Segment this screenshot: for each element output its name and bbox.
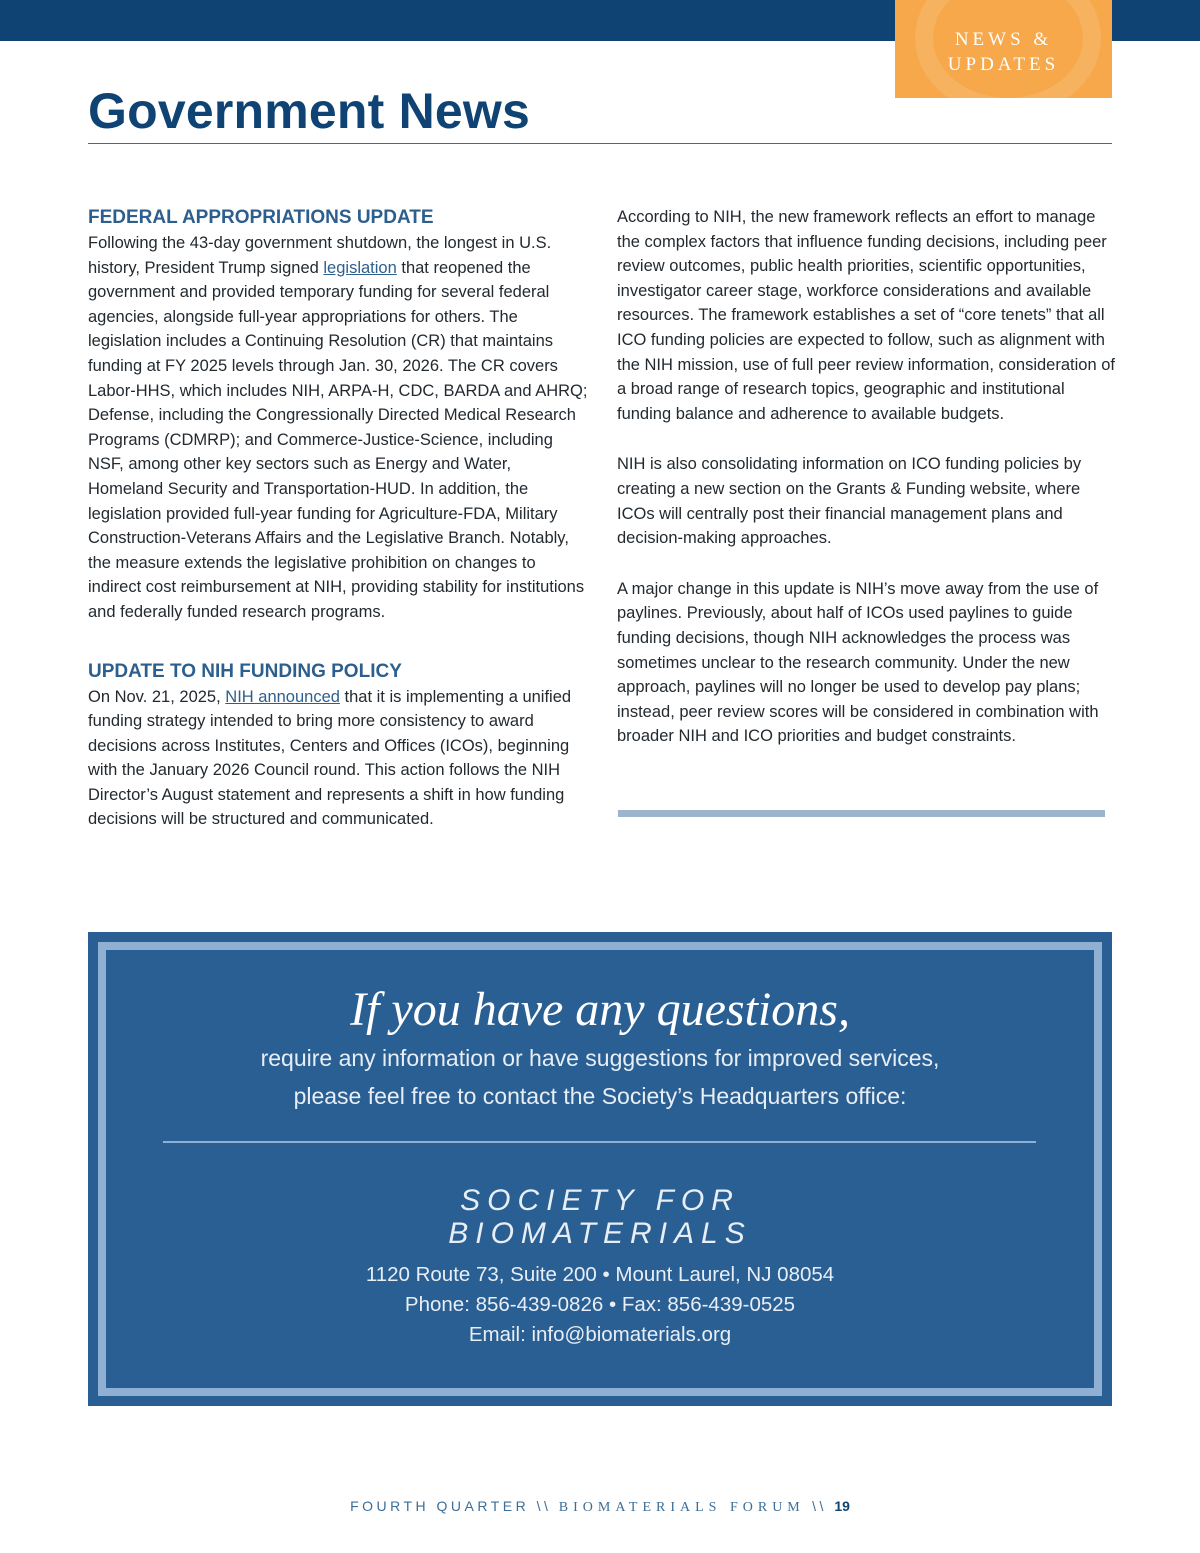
contact-subline-1: require any information or have suggestions for improved services, — [260, 1045, 940, 1071]
org-name-line2: BIOMATERIALS — [448, 1217, 752, 1250]
contact-subline-2: please feel free to contact the Society’s Headquarters office: — [293, 1083, 907, 1109]
footer-quarter: FOURTH QUARTER \\ — [350, 1498, 559, 1514]
right-column — [617, 205, 1117, 749]
framework-paragraph: According to NIH, the new framework reflects an effort to manage the complex factors that influence funding decisions, including peer review outcomes, public health priorities, scientific opportunities, investigator career stage, workforce considerations and available resources. The framework establishes a set of “core tenets” that all ICO funding policies are expected to follow, such as alignment with the NIH mission, use of full peer review information, consideration of a broad range of research topics, geographic and institutional funding balance and adherence to available budgets. — [617, 208, 1115, 423]
contact-divider — [163, 1141, 1036, 1143]
page-footer — [0, 1498, 1200, 1516]
appropriations-heading: FEDERAL APPROPRIATIONS UPDATE — [88, 207, 434, 228]
appropriations-text-start: Following the 43-day government shutdown, the longest in U.S. history, President Trump signed — [88, 234, 552, 277]
contact-email[interactable]: Email: info@biomaterials.org — [468, 1323, 732, 1346]
legislation-link[interactable]: legislation — [323, 258, 397, 277]
contact-phone-fax: Phone: 856-439-0826 • Fax: 856-439-0525 — [404, 1293, 796, 1316]
contact-headline: If you have any questions, — [350, 983, 850, 1036]
appropriations-text-end: that reopened the government and provided temporary funding for several federal agencies, alongside full-year appropriations for others. The legislation includes a Continuing Resolution (CR) that maintains funding at FY 2025 levels through Jan. 30, 2026. The CR covers Labor-HHS, which includes NIH, ARPA-H, CDC, BARDA and AHRQ; Defense, including the Congressionally Directed Medical Research Programs (CDMRP); and Commerce-Justice-Science, including NSF, among other key sectors such as Energy and Water, Homeland Security and Transportation-HUD. In addition, the legislation provided full-year funding for Agriculture-FDA, Military Construction-Veterans Affairs and the Legislative Branch. Notably, the measure extends the legislative prohibition on changes to indirect cost reimbursement at NIH, providing stability for institutions and federally funded research programs. — [88, 258, 588, 621]
paylines-paragraph: A major change in this update is NIH’s move away from the use of paylines. Previously, about half of ICOs used paylines to guide funding decisions, though NIH acknowledges the process was sometimes unclear to the research community. Under the new approach, paylines will no longer be used to develop pay plans; instead, peer review scores will be considered in combination with broader NIH and ICO priorities and budget constraints. — [617, 579, 1099, 746]
consolidation-paragraph: NIH is also consolidating information on ICO funding policies by creating a new section on the Grants & Funding website, where ICOs will centrally post their financial management plans and decision-making approaches. — [617, 455, 1082, 548]
page-title: Government News — [88, 83, 531, 139]
nih-policy-text-start: On Nov. 21, 2025, — [88, 687, 226, 706]
nih-policy-paragraph — [88, 685, 588, 833]
title-divider — [88, 143, 1112, 144]
section-tag — [895, 0, 1112, 98]
page-number: 19 — [834, 1498, 850, 1514]
nih-announced-link[interactable]: NIH announced — [225, 687, 340, 706]
footer-publication: BIOMATERIALS FORUM — [558, 1500, 805, 1515]
section-tag-line1: NEWS & — [954, 29, 1053, 50]
section-tag-line2: UPDATES — [947, 54, 1060, 75]
nih-policy-heading: UPDATE TO NIH FUNDING POLICY — [88, 660, 402, 682]
left-column — [88, 205, 588, 832]
org-name-line1: SOCIETY FOR — [460, 1184, 740, 1217]
column-end-bar — [618, 810, 1105, 817]
contact-box — [88, 932, 1112, 1406]
footer-separator: \\ — [804, 1498, 835, 1514]
contact-address: 1120 Route 73, Suite 200 • Mount Laurel, NJ 08054 — [365, 1263, 835, 1286]
appropriations-paragraph — [88, 231, 588, 625]
nih-policy-text-end: that it is implementing a unified funding strategy intended to bring more consistency to award decisions across Institutes, Centers and Offices (ICOs), beginning with the January 2026 Council round. This action follows the NIH Director’s August statement and represents a shift in how funding decisions will be structured and communicated. — [88, 687, 572, 829]
